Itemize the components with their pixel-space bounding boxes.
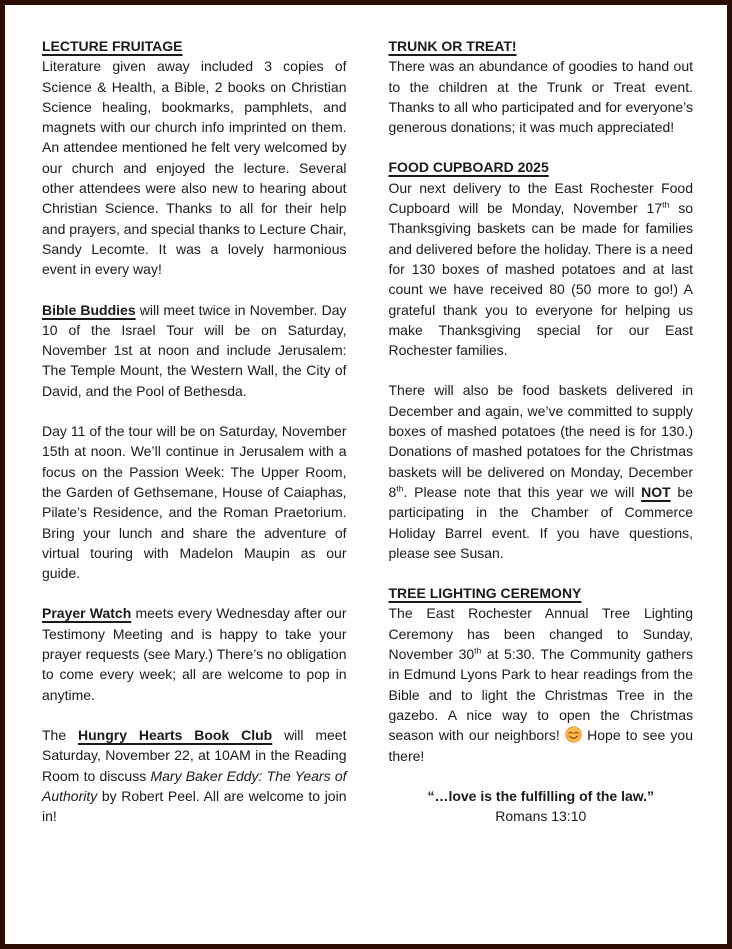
text-run: Hope to see you there! [388,727,694,764]
text-run: There will also be food baskets delivered in December and again, we’ve committed to supply boxes of mashed potatoes (the need is for 130.) Donations of mashed potatoes for the Christmas baskets will be delivered on Monday, December 8 [388,382,693,500]
text-run: by Robert Peel. All are welcome to join in! [42,787,347,825]
text-run: The [42,726,78,743]
paragraph-bible-buddies [42,300,347,401]
section-heading-tree-lighting [389,583,694,603]
scripture-reference: Romans 13:10 [495,808,587,825]
right-column [389,36,694,944]
paragraph-tour-day-11 [42,421,347,583]
styled-text-run: TREE LIGHTING CEREMONY [388,585,582,602]
smiling-face-emoji [565,726,582,743]
text-run: . Please note that this year we will [403,483,642,500]
text-run: meets every Wednesday after our Testimony Meeting and is happy to take your prayer requests (see Mary.) There’s no obligation to come every week; all are welcome to pop in anytime. [42,605,347,703]
styled-text-run: th [474,645,482,656]
styled-text-run: FOOD CUPBOARD 2025 [388,159,549,176]
left-column [42,36,347,944]
text-run: Our next delivery to the East Rochester Food Cupboard will be Monday, November 17 [388,179,693,217]
text-run: will meet twice in November. Day 10 of the Israel Tour will be on Saturday, November 1st at noon and include Jerusalem: The Temple Mount, the Western Wall, the City of David, and the Pool of Bethesda. [42,301,347,399]
styled-text-run: Hungry Hearts Book Club [77,726,273,743]
section-heading-trunk-or-treat [389,36,694,56]
paragraph-lecture-fruitage [42,56,347,279]
styled-text-run: Bible Buddies [42,301,136,318]
text-run: Day 11 of the tour will be on Saturday, November 15th at noon. We’ll continue in Jerusalem with a focus on the Passion Week: The Upper Room, the Garden of Gethsemane, House of Caiaphas, Pilate’s Residence, and the Roman Praetorium. Bring your lunch and share the adventure of virtual touring with Madelon Maupin as our guide. [42,423,347,582]
styled-text-run: Prayer Watch [42,605,132,622]
scripture-quote [389,786,694,806]
text-run: There was an abundance of goodies to hand out to the children at the Trunk or Treat event. Thanks to all who participated and for everyone’s generous donations; it was much appreciated! [388,58,693,136]
text-run: will meet Saturday, November 22, at 10AM in the Reading Room to discuss [42,726,347,784]
section-heading-lecture-fruitage [42,36,347,56]
text-run: The East Rochester Annual Tree Lighting Ceremony has been changed to Sunday, November 30 [388,605,693,663]
section-heading-food-cupboard [389,157,694,177]
paragraph-hungry-hearts-book-club [42,725,347,826]
styled-text-run: NOT [641,483,671,500]
paragraph-tree-lighting [389,603,694,765]
styled-text-run: th [662,199,670,210]
paragraph-food-cupboard-december [389,380,694,563]
paragraph-prayer-watch [42,603,347,704]
styled-text-run: “…love is the fulfilling of the law.” [427,787,655,804]
text-run: at 5:30. The Community gathers in Edmund Lyons Park to hear readings from the Bible and to light the Christmas Tree in the gazebo. A nice way to open the Christmas season with our neighbors! [388,646,693,744]
text-run: so Thanksgiving baskets can be made for families and delivered before the holiday. There is a need for 130 boxes of mashed potatoes and at last count we have received 80 (50 more to go!) A grateful thank you to everyone for helping us make Thanksgiving special for our East Rochester families. [388,200,693,359]
text-run: be participating in the Chamber of Commerce Holiday Barrel event. If you have questions, please see Susan. [388,483,693,561]
paragraph-trunk-or-treat [389,56,694,137]
closing-quote-block [389,786,694,827]
paragraph-food-cupboard-november [389,178,694,361]
styled-text-run: LECTURE FRUITAGE [42,38,183,54]
styled-text-run: TRUNK OR TREAT! [388,38,517,54]
styled-text-run: th [396,483,404,494]
text-run: Literature given away included 3 copies of Science & Health, a Bible, 2 books on Christian Science healing, bookmarks, pamphlets, and magnets with our church info imprinted on them. An attendee mentioned he felt very welcomed by our church and enjoyed the lecture. Several other attendees were also new to hearing about Christian Science. Thanks to all for their help and prayers, and special thanks to Lecture Chair, Sandy Lecomte. It was a lovely harmonious event in every way! [42,58,347,278]
styled-text-run: Mary Baker Eddy: The Years of Authority [42,767,347,804]
